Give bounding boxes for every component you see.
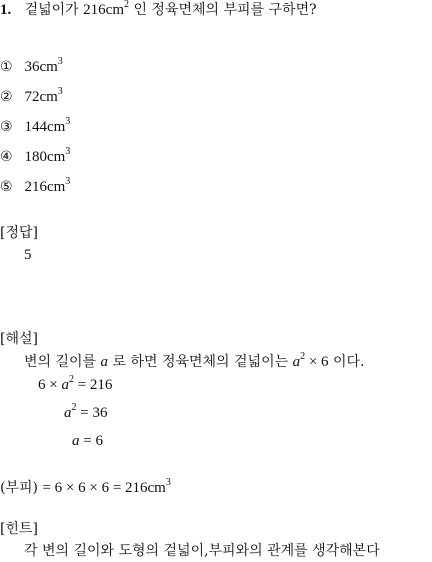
explanation-heading: [해설] (0, 331, 38, 347)
question (0, 1, 317, 19)
question-text-before: 겉넓이가 (24, 2, 79, 18)
option-5[interactable] (0, 178, 70, 196)
hint-text: 각 변의 길이와 도형의 겉넓이,부피와의 관계를 생각해본다 (24, 543, 380, 559)
option-value: $144cm^3$ (24, 116, 71, 135)
option-value: $180cm^3$ (24, 146, 71, 165)
option-marker: ① (0, 59, 13, 75)
option-4[interactable] (0, 148, 70, 166)
answer-value: 5 (24, 247, 32, 263)
option-value: $36cm^3$ (24, 56, 63, 75)
equation-2: $a^2 = 36$ (64, 402, 108, 421)
surface-expression: $a^2 \times 6$ (292, 351, 329, 370)
variable-a: a (100, 354, 109, 370)
question-number: 1. (0, 2, 12, 18)
volume-expression: = $6 \times 6 \times 6 = 216cm^3$ (42, 477, 171, 496)
question-area-value: $216cm^2$ (83, 0, 129, 18)
option-marker: ③ (0, 119, 13, 135)
volume-line (0, 479, 171, 497)
hint-heading: [힌트] (0, 521, 38, 537)
volume-label: (부피) (0, 480, 38, 496)
option-marker: ④ (0, 149, 13, 165)
option-marker: ⑤ (0, 179, 13, 195)
option-value: $72cm^3$ (24, 86, 63, 105)
question-text-after: 인 정육면체의 부피를 구하면? (133, 2, 317, 18)
option-marker: ② (0, 89, 13, 105)
explanation-line: 변의 길이를 a 로 하면 정육면체의 겉넓이는 $a^2 \times 6$ 이다. (24, 351, 365, 370)
equation-3: a = 6 (72, 433, 103, 449)
option-2[interactable] (0, 88, 63, 106)
option-1[interactable] (0, 58, 63, 76)
answer-heading: [정답] (0, 225, 38, 241)
option-3[interactable] (0, 118, 70, 136)
equation-1: $6 \times a^2 = 216$ (38, 374, 113, 393)
option-value: $216cm^3$ (24, 176, 71, 195)
